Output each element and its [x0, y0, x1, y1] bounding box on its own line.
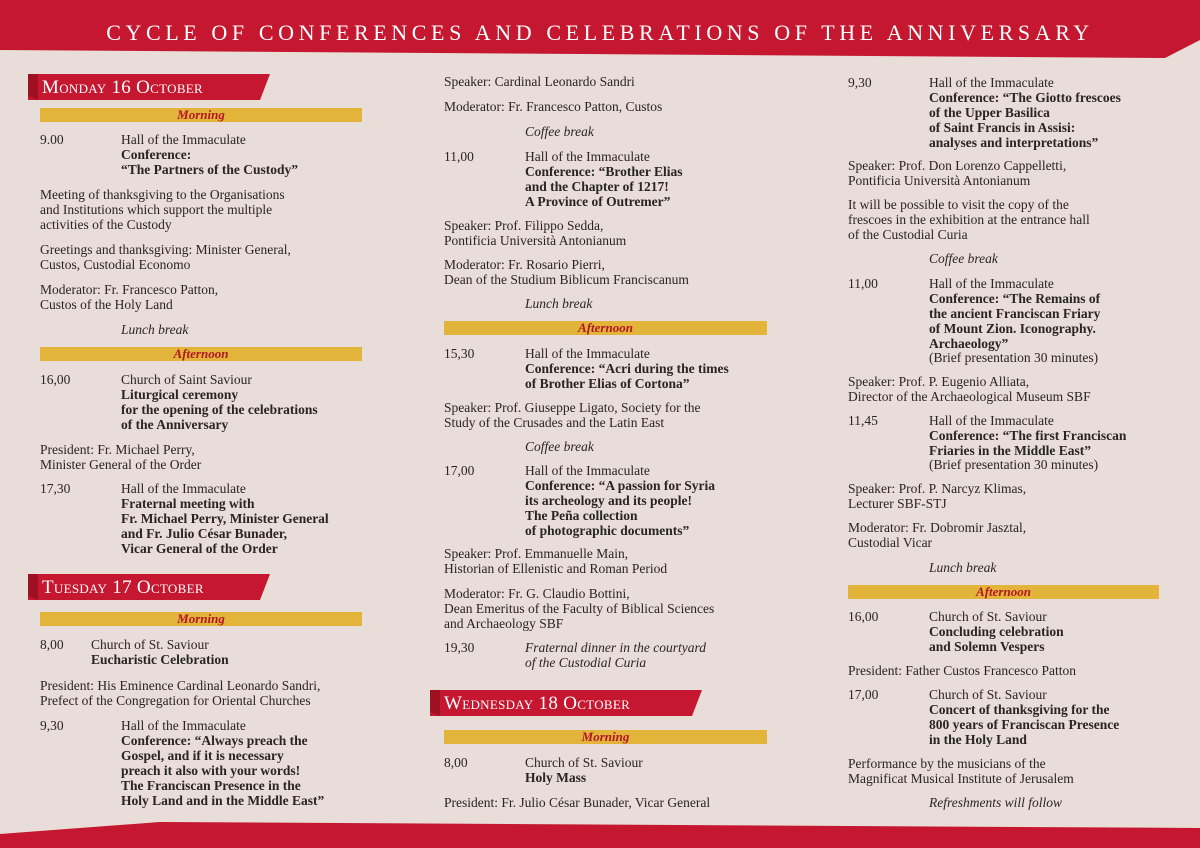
speaker-text: Director of the Archaeological Museum SBF: [848, 389, 1091, 404]
speaker-text: Lecturer SBF-STJ: [848, 496, 947, 511]
event-note: of the Custodial Curia: [848, 227, 968, 242]
event-time: 9,30: [848, 75, 872, 90]
coffee-break-label: Coffee break: [525, 124, 594, 139]
event-time: 17,00: [444, 463, 475, 478]
moderator-text: Moderator: Fr. Dobromir Jasztal,: [848, 520, 1027, 535]
president-text: President: His Eminence Cardinal Leonardo Sandri,: [40, 678, 321, 693]
session-bar-morning: Morning: [444, 730, 767, 744]
event-place: Hall of the Immaculate: [121, 132, 246, 147]
event-title: in the Holy Land: [929, 732, 1027, 747]
moderator-text: Custodial Vicar: [848, 535, 933, 550]
speaker-text: Speaker: Prof. Filippo Sedda,: [444, 218, 604, 233]
event-time: 17,30: [40, 481, 71, 496]
event-title: Liturgical ceremony: [121, 387, 239, 402]
event-title: Holy Mass: [525, 770, 587, 785]
event-time: 11,45: [848, 413, 878, 428]
speaker-text: Speaker: Prof. Emmanuelle Main,: [444, 546, 629, 561]
event-time: 11,00: [444, 149, 474, 164]
event-place: Church of St. Saviour: [91, 637, 209, 652]
coffee-break-label: Coffee break: [929, 251, 998, 266]
event-note: (Brief presentation 30 minutes): [929, 350, 1099, 365]
page-title: CYCLE OF CONFERENCES AND CELEBRATIONS OF THE ANNIVERSARY: [106, 20, 1094, 45]
president-text: Minister General of the Order: [40, 457, 202, 472]
speaker-text: Speaker: Prof. Don Lorenzo Cappelletti,: [848, 158, 1067, 173]
event-place: Hall of the Immaculate: [525, 149, 650, 164]
event-time: 8,00: [444, 755, 468, 770]
event-place: Hall of the Immaculate: [929, 276, 1054, 291]
president-text: President: Fr. Michael Perry,: [40, 442, 195, 457]
event-place: Hall of the Immaculate: [929, 413, 1054, 428]
event-title: The Peña collection: [525, 508, 638, 523]
moderator-text: and Archaeology SBF: [444, 616, 564, 631]
event-title: and Solemn Vespers: [929, 639, 1045, 654]
event-title: Holy Land and in the Middle East”: [121, 793, 325, 808]
event-note: Custos, Custodial Economo: [40, 257, 191, 272]
session-bar-morning: Morning: [40, 108, 362, 122]
event-place: Hall of the Immaculate: [121, 481, 246, 496]
event-time: 16,00: [848, 609, 879, 624]
event-place: Church of St. Saviour: [525, 755, 643, 770]
moderator-text: Moderator: Fr. Rosario Pierri,: [444, 257, 605, 272]
day-title: Monday 16 October: [42, 77, 204, 98]
event-title: Conference: “Always preach the: [121, 733, 308, 748]
event-time: 16,00: [40, 372, 71, 387]
moderator-text: Dean Emeritus of the Faculty of Biblical Sciences: [444, 601, 715, 616]
event-title: for the opening of the celebrations: [121, 402, 318, 417]
event-title: The Franciscan Presence in the: [121, 778, 301, 793]
event-description: Meeting of thanksgiving to the Organisations: [40, 187, 285, 202]
day-header-tuesday: [28, 574, 270, 600]
lunch-break-label: Lunch break: [121, 322, 189, 337]
moderator-text: Custos of the Holy Land: [40, 297, 173, 312]
event-title: and Fr. Julio César Bunader,: [121, 526, 288, 541]
day-header-monday: [28, 74, 270, 100]
lunch-break-label: Lunch break: [525, 296, 593, 311]
event-title: A Province of Outremer”: [525, 194, 671, 209]
event-title: of the Custodial Curia: [525, 655, 647, 670]
day-title: Wednesday 18 October: [444, 693, 631, 714]
event-title: Conference: “The Remains of: [929, 291, 1101, 306]
moderator-text: Moderator: Fr. Francesco Patton,: [40, 282, 219, 297]
day-header-wednesday: [430, 690, 702, 716]
event-note: Magnificat Musical Institute of Jerusalem: [848, 771, 1074, 786]
event-note: frescoes in the exhibition at the entrance hall: [848, 212, 1090, 227]
event-time: 9,30: [40, 718, 64, 733]
event-title: its archeology and its people!: [525, 493, 693, 508]
event-title: Friaries in the Middle East”: [929, 443, 1091, 458]
event-title: Conference: “The Giotto frescoes: [929, 90, 1121, 105]
event-description: activities of the Custody: [40, 217, 172, 232]
event-title: Vicar General of the Order: [121, 541, 278, 556]
session-bar-afternoon: Afternoon: [848, 585, 1159, 599]
event-note: It will be possible to visit the copy of the: [848, 197, 1069, 212]
event-title: Conference: “The first Franciscan: [929, 428, 1127, 443]
speaker-text: Historian of Ellenistic and Roman Period: [444, 561, 668, 576]
event-title: of the Upper Basilica: [929, 105, 1050, 120]
session-bar-afternoon: Afternoon: [40, 347, 362, 361]
event-place: Hall of the Immaculate: [525, 463, 650, 478]
event-time: 17,00: [848, 687, 879, 702]
event-time: 9.00: [40, 132, 64, 147]
event-title: 800 years of Franciscan Presence: [929, 717, 1120, 732]
event-title: of photographic documents”: [525, 523, 690, 538]
event-title: of Brother Elias of Cortona”: [525, 376, 690, 391]
event-title: analyses and interpretations”: [929, 135, 1099, 150]
event-place: Hall of the Immaculate: [121, 718, 246, 733]
event-note: Greetings and thanksgiving: Minister General,: [40, 242, 291, 257]
president-text: Prefect of the Congregation for Oriental Churches: [40, 693, 311, 708]
speaker-text: Speaker: Cardinal Leonardo Sandri: [444, 74, 635, 89]
speaker-text: Study of the Crusades and the Latin East: [444, 415, 665, 430]
speaker-text: Speaker: Prof. P. Narcyz Klimas,: [848, 481, 1027, 496]
lunch-break-label: Lunch break: [929, 560, 997, 575]
speaker-text: Speaker: Prof. P. Eugenio Alliata,: [848, 374, 1030, 389]
event-title: the ancient Franciscan Friary: [929, 306, 1101, 321]
event-title: of Mount Zion. Iconography.: [929, 321, 1096, 336]
event-title: Archaeology”: [929, 336, 1009, 351]
event-title: and the Chapter of 1217!: [525, 179, 669, 194]
coffee-break-label: Coffee break: [525, 439, 594, 454]
event-title: of the Anniversary: [121, 417, 229, 432]
moderator-text: Moderator: Fr. Francesco Patton, Custos: [444, 99, 663, 114]
event-title: Concert of thanksgiving for the: [929, 702, 1110, 717]
event-title: preach it also with your words!: [121, 763, 301, 778]
event-place: Hall of the Immaculate: [525, 346, 650, 361]
president-text: President: Fr. Julio César Bunader, Vicar General: [444, 795, 711, 810]
event-title: Conference: “Acri during the times: [525, 361, 729, 376]
footer-band: [0, 820, 1200, 848]
event-title: Conference:: [121, 147, 192, 162]
event-title: Eucharistic Celebration: [91, 652, 229, 667]
event-place: Church of Saint Saviour: [121, 372, 252, 387]
speaker-text: Speaker: Prof. Giuseppe Ligato, Society for the: [444, 400, 701, 415]
event-note: (Brief presentation 30 minutes): [929, 457, 1099, 472]
event-title: Fraternal meeting with: [121, 496, 255, 511]
session-bar-afternoon: Afternoon: [444, 321, 767, 335]
event-time: 11,00: [848, 276, 878, 291]
event-time: 19,30: [444, 640, 475, 655]
session-bar-morning: Morning: [40, 612, 362, 626]
president-text: President: Father Custos Francesco Patton: [848, 663, 1076, 678]
moderator-text: Moderator: Fr. G. Claudio Bottini,: [444, 586, 630, 601]
event-title: Gospel, and if it is necessary: [121, 748, 284, 763]
event-note: Performance by the musicians of the: [848, 756, 1046, 771]
moderator-text: Dean of the Studium Biblicum Franciscanum: [444, 272, 689, 287]
event-title: Concluding celebration: [929, 624, 1064, 639]
event-place: Church of St. Saviour: [929, 687, 1047, 702]
event-title: Fraternal dinner in the courtyard: [525, 640, 706, 655]
event-place: Church of St. Saviour: [929, 609, 1047, 624]
refreshments-note: Refreshments will follow: [929, 795, 1062, 810]
event-title: Conference: “A passion for Syria: [525, 478, 715, 493]
event-title: of Saint Francis in Assisi:: [929, 120, 1076, 135]
event-title: Conference: “Brother Elias: [525, 164, 683, 179]
event-time: 8,00: [40, 637, 64, 652]
speaker-text: Pontificia Università Antonianum: [444, 233, 627, 248]
event-description: and Institutions which support the multiple: [40, 202, 273, 217]
event-title: Fr. Michael Perry, Minister General: [121, 511, 329, 526]
speaker-text: Pontificia Università Antonianum: [848, 173, 1031, 188]
header-banner: [0, 0, 1200, 62]
event-title: “The Partners of the Custody”: [121, 162, 298, 177]
day-title: Tuesday 17 October: [42, 577, 204, 598]
event-time: 15,30: [444, 346, 475, 361]
event-place: Hall of the Immaculate: [929, 75, 1054, 90]
